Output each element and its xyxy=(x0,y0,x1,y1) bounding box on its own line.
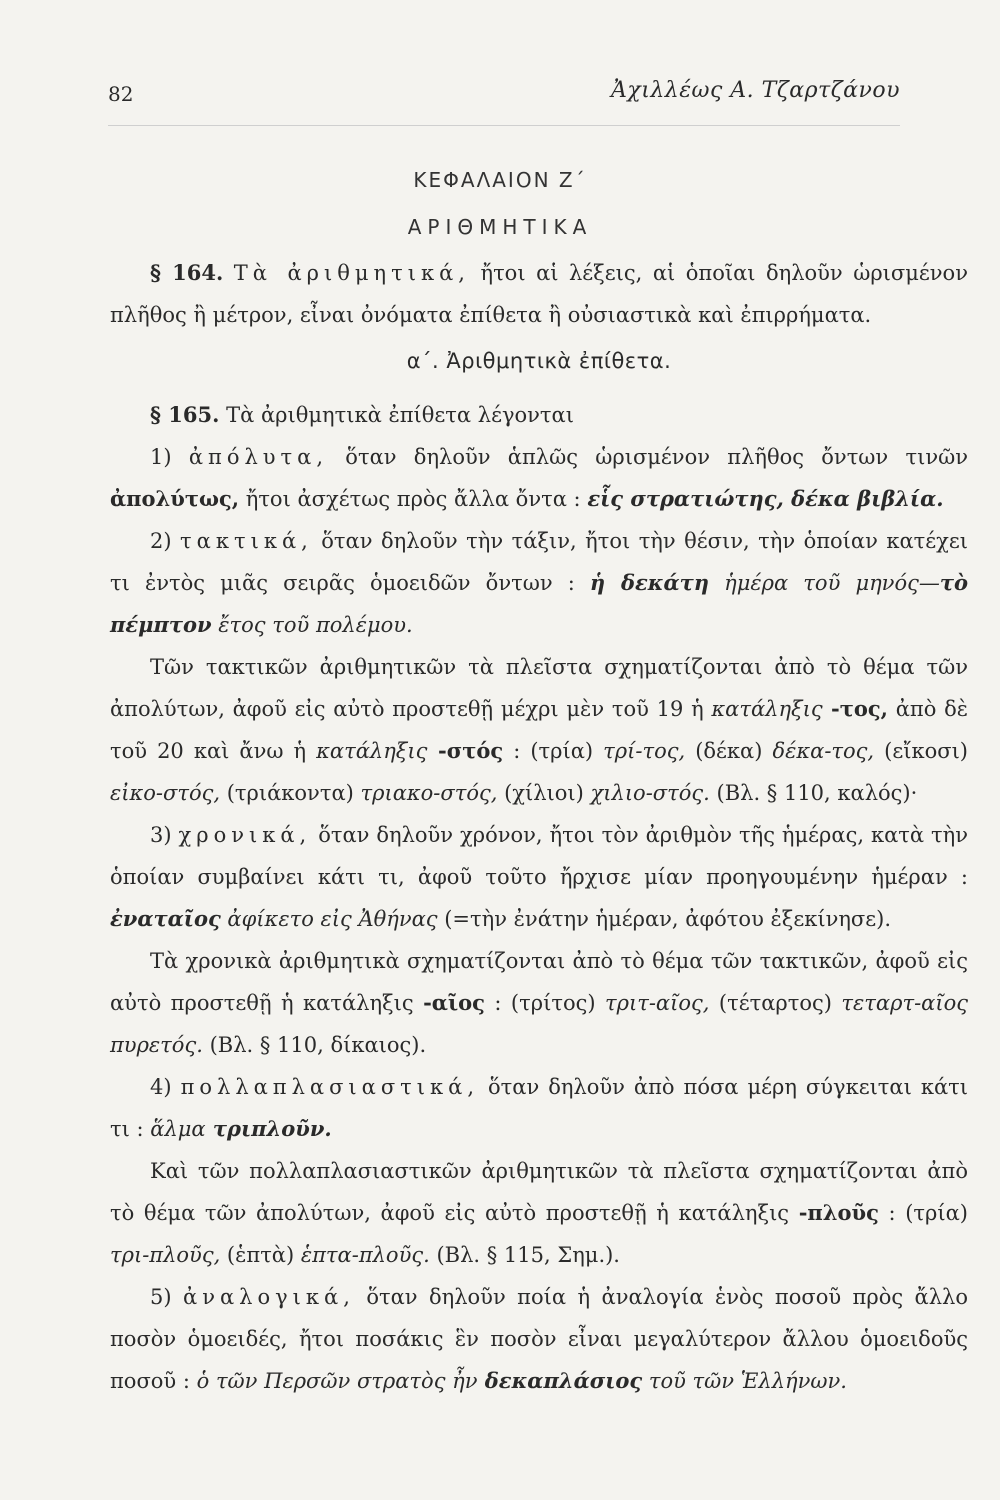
term: τακτικά, xyxy=(180,529,313,553)
term: Τὰ ἀριθμητικά, xyxy=(233,261,470,285)
item-text: ὅταν δηλοῦν ἁπλῶς ὡρισμένον πλῆθος ὄντων τινῶν xyxy=(328,445,968,469)
paragraph-text: (χίλιοι) xyxy=(497,781,591,805)
section-number: § 165. xyxy=(150,402,220,427)
example: τοῦ τῶν Ἑλλήνων. xyxy=(642,1369,847,1393)
bold-term: ἀπολύτως, xyxy=(110,486,240,511)
ending: -πλοῦς xyxy=(798,1200,879,1225)
example: δέκα-τος, xyxy=(772,739,875,763)
item-number: 5) xyxy=(150,1285,172,1309)
italic-term: κατάληξις xyxy=(711,697,823,721)
item-number: 4) xyxy=(150,1075,172,1099)
example: ἑπτα-πλοῦς. xyxy=(300,1243,430,1267)
term: χρονικά, xyxy=(178,823,312,847)
paragraph-text: Τὰ χρονικὰ ἀριθμητικὰ σχηματίζονται ἀπὸ τὸ θέμα τῶν τακτικῶν, ἀφοῦ εἰς αὐτὸ προστεθῇ ἡ κατάληξις xyxy=(110,949,968,1015)
item-text: (=τὴν ἐνάτην ἡμέραν, ἀφότου ἐξεκίνησε). xyxy=(437,907,892,931)
paragraph-text: (δέκα) xyxy=(685,739,773,763)
paragraph-taktika xyxy=(110,646,968,814)
subheading: α΄. Ἀριθμητικὰ ἐπίθετα. xyxy=(406,349,672,373)
page-number: 82 xyxy=(108,82,134,106)
section-number: § 164. xyxy=(150,260,224,285)
section-title: ΑΡΙΘΜΗΤΙΚΑ xyxy=(407,215,593,239)
page-header xyxy=(108,78,900,108)
ending: -αῖος xyxy=(423,990,485,1015)
ending: -στός xyxy=(427,738,504,763)
example: ὁ τῶν Περσῶν στρατὸς ἦν xyxy=(196,1369,478,1393)
paragraph-text: (ἑπτὰ) xyxy=(220,1243,301,1267)
chapter-heading: ΚΕΦΑΛΑΙΟΝ Ζ΄ xyxy=(413,168,587,192)
example: εἷς στρατιώτης, δέκα βιβλία. xyxy=(587,486,944,511)
example: χιλιο-στός. xyxy=(590,781,710,805)
paragraph-text: : (τρίτος) xyxy=(484,991,606,1015)
example: τριτ-αῖος, xyxy=(605,991,710,1015)
paragraph-text: (Βλ. § 110, δίκαιος). xyxy=(202,1033,427,1057)
example: τριπλοῦν. xyxy=(205,1116,332,1141)
item-number: 2) xyxy=(150,529,172,553)
item-2 xyxy=(110,520,968,646)
term: πολλαπλασιαστικά, xyxy=(180,1075,480,1099)
example: τρι-πλοῦς, xyxy=(110,1243,221,1267)
running-head: Ἀχιλλέως Α. Τζαρτζάνου xyxy=(611,78,900,103)
paragraph-text: (τέταρτος) xyxy=(709,991,842,1015)
item-text: ὅταν δηλοῦν ἀπὸ πόσα μέρη σύγκειται κάτι τι : xyxy=(110,1075,968,1141)
item-5 xyxy=(110,1276,968,1402)
item-number: 1) xyxy=(150,445,172,469)
paragraph-text: Τῶν τακτικῶν ἀριθμητικῶν τὰ πλεῖστα σχηματίζονται ἀπὸ τὸ θέμα τῶν ἀπολύτων, ἀφοῦ εἰς αὐτὸ προστεθῇ μέχρι μὲν τοῦ 19 ἡ xyxy=(110,655,968,721)
paragraph-text: (Βλ. § 110, καλός)· xyxy=(709,781,918,805)
page-body xyxy=(110,252,968,1402)
paragraph-xronika xyxy=(110,940,968,1066)
example: τὸ πέμπτον xyxy=(110,570,968,637)
example: τρί-τος, xyxy=(603,739,686,763)
header-rule xyxy=(108,125,900,126)
paragraph-text: : (τρία) xyxy=(503,739,604,763)
paragraph-pollaplasiastika xyxy=(110,1150,968,1276)
item-text: ἤτοι ἀσχέτως πρὸς ἄλλα ὄντα : xyxy=(239,487,588,511)
paragraph-165 xyxy=(110,394,968,436)
paragraph-text: ἀπὸ δὲ τοῦ 20 καὶ ἄνω ἡ xyxy=(110,697,968,763)
example: ἐναταῖος xyxy=(110,906,221,931)
example: τριακο-στός, xyxy=(360,781,498,805)
example: ἀφίκετο εἰς Ἀθήνας xyxy=(220,907,438,931)
italic-term: κατάληξις xyxy=(316,739,428,763)
item-text: ὅταν δηλοῦν χρόνον, ἤτοι τὸν ἀριθμὸν τῆς ἡμέρας, κατὰ τὴν ὁποίαν συμβαίνει κάτι τι, ἀφοῦ τοῦτο ἤρχισε μίαν προηγουμένην ἡμέραν : xyxy=(110,823,968,889)
example: ἡμέρα τοῦ μηνός— xyxy=(709,571,940,595)
paragraph-text: Καὶ τῶν πολλαπλασιαστικῶν ἀριθμητικῶν τὰ πλεῖστα σχηματίζονται ἀπὸ τὸ θέμα τῶν ἀπολύτων, ἀφοῦ εἰς αὐτὸ προστεθῇ ἡ κατάληξις xyxy=(110,1159,968,1225)
item-text: ὅταν δηλοῦν τὴν τάξιν, ἤτοι τὴν θέσιν, τὴν ὁποίαν κατέχει τι ἐντὸς μιᾶς σειρᾶς ὁμοειδῶν ὄντων : xyxy=(110,529,968,595)
term: ἀπόλυτα, xyxy=(188,445,329,469)
paragraph-text: (Βλ. § 115, Σημ.). xyxy=(429,1243,620,1267)
item-number: 3) xyxy=(150,823,172,847)
paragraph-text: (εἴκοσι) xyxy=(874,739,969,763)
example: εἰκο-στός, xyxy=(110,781,221,805)
item-4 xyxy=(110,1066,968,1150)
example: τεταρτ-αῖος πυρετός. xyxy=(110,991,968,1057)
item-text: ὅταν δηλοῦν ποία ἡ ἀναλογία ἑνὸς ποσοῦ πρὸς ἄλλο ποσὸν ὁμοειδές, ἤτοι ποσάκις ἓν ποσὸν εἶναι μεγαλύτερον ἄλλου ὁμοειδοῦς ποσοῦ : xyxy=(110,1285,969,1393)
example: δεκαπλάσιος xyxy=(477,1368,643,1393)
item-3 xyxy=(110,814,968,940)
paragraph-text: ἤτοι αἱ λέξεις, αἱ ὁποῖαι δηλοῦν ὡρισμένον πλῆθος ἢ μέτρον, εἶναι ὀνόματα ἐπίθετα ἢ οὐσιαστικὰ καὶ ἐπιρρήματα. xyxy=(110,261,968,327)
ending: -τος, xyxy=(822,696,888,721)
paragraph-text: : (τρία) xyxy=(878,1201,968,1225)
paragraph-text: (τριάκοντα) xyxy=(220,781,361,805)
paragraph-text: Τὰ ἀριθμητικὰ ἐπίθετα λέγονται xyxy=(219,403,574,427)
paragraph-164 xyxy=(110,252,968,336)
example: ἡ δεκάτη xyxy=(589,570,710,595)
example: ἔτος τοῦ πολέμου. xyxy=(211,613,413,637)
item-1 xyxy=(110,436,968,520)
example: ἅλμα xyxy=(150,1117,206,1141)
term: ἀναλογικά, xyxy=(183,1285,355,1309)
